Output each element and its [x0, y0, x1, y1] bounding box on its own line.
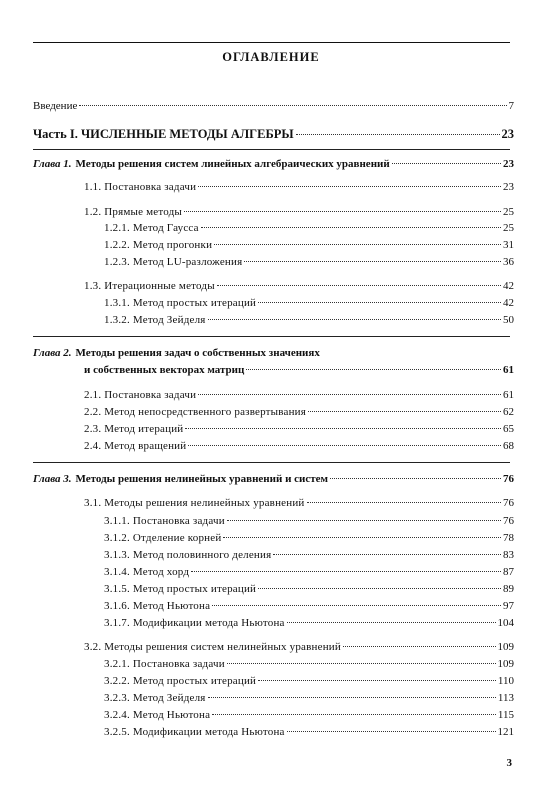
toc-entry[interactable] [104, 255, 514, 269]
entry-page: 110 [497, 675, 514, 687]
toc-entry-intro[interactable] [33, 99, 514, 113]
entry-page: 42 [503, 297, 514, 309]
dot-leader [201, 227, 501, 228]
entry-page: 78 [503, 532, 514, 544]
toc-entry[interactable] [104, 221, 514, 235]
entry-page: 76 [503, 497, 514, 509]
dot-leader [217, 285, 501, 286]
page-number: 3 [506, 757, 512, 769]
dot-leader [287, 731, 496, 732]
page-title: ОГЛАВЛЕНИЕ [222, 50, 320, 64]
toc-entry-chapter-1[interactable] [33, 157, 514, 171]
entry-title: 1.1. Постановка задачи [84, 181, 197, 193]
toc-entry[interactable] [84, 640, 514, 654]
entry-page: 121 [497, 726, 514, 738]
toc-entry[interactable] [104, 531, 514, 545]
entry-page: 76 [503, 515, 514, 527]
dot-leader [330, 478, 501, 479]
toc-entry[interactable] [104, 616, 514, 630]
dot-leader [188, 445, 501, 446]
toc-entry[interactable] [104, 548, 514, 562]
dot-leader [227, 663, 496, 664]
entry-page: 68 [503, 440, 514, 452]
entry-title: 3.2.1. Постановка задачи [104, 658, 225, 670]
toc-entry[interactable] [84, 422, 514, 436]
entry-page: 23 [503, 181, 514, 193]
dot-leader [184, 211, 501, 212]
entry-page: 109 [497, 641, 514, 653]
toc-entry[interactable] [104, 582, 514, 596]
entry-title: 1.2.2. Метод прогонки [104, 239, 213, 251]
dot-leader [223, 537, 501, 538]
section-divider [33, 462, 510, 463]
dot-leader [191, 571, 501, 572]
dot-leader [198, 186, 501, 187]
dot-leader [246, 369, 501, 370]
toc-entry[interactable] [104, 514, 514, 528]
entry-page: 109 [497, 658, 514, 670]
entry-page: 62 [503, 406, 514, 418]
dot-leader [308, 411, 501, 412]
dot-leader [343, 646, 496, 647]
entry-title: 3.1.5. Метод простых итераций [104, 583, 257, 595]
entry-title: Методы решения нелинейных уравнений и систем [75, 473, 329, 485]
entry-title: 2.4. Метод вращений [84, 440, 187, 452]
entry-page: 31 [503, 239, 514, 251]
entry-title: 3.2.3. Метод Зейделя [104, 692, 206, 704]
entry-title: 3.1.7. Модификации метода Ньютона [104, 617, 285, 629]
section-divider [33, 336, 510, 337]
chapter-label: Глава 3. [33, 473, 72, 485]
entry-title: 3.1.4. Метод хорд [104, 566, 190, 578]
dot-leader [198, 394, 501, 395]
entry-title: Методы решения систем линейных алгебраических уравнений [75, 158, 390, 170]
entry-title: 3.1.2. Отделение корней [104, 532, 222, 544]
entry-page: 23 [501, 127, 514, 141]
entry-title: 1.2. Прямые методы [84, 206, 183, 218]
entry-page: 25 [503, 206, 514, 218]
toc-entry[interactable] [104, 238, 514, 252]
entry-page: 7 [508, 100, 514, 112]
entry-title: 3.2.4. Метод Ньютона [104, 709, 211, 721]
entry-page: 36 [503, 256, 514, 268]
entry-title-line-2: и собственных векторах матриц [84, 364, 245, 376]
toc-entry[interactable] [84, 205, 514, 219]
entry-page: 89 [503, 583, 514, 595]
entry-page: 87 [503, 566, 514, 578]
dot-leader [212, 714, 496, 715]
chapter-label: Глава 2. [33, 347, 72, 359]
dot-leader [212, 605, 501, 606]
toc-entry[interactable] [84, 439, 514, 453]
dot-leader [79, 105, 506, 106]
entry-title: Введение [33, 100, 78, 112]
entry-title: 1.3. Итерационные методы [84, 280, 215, 292]
dot-leader [307, 502, 501, 503]
chapter-2-heading[interactable] [33, 346, 320, 360]
entry-title: 3.2. Методы решения систем нелинейных уравнений [84, 641, 341, 653]
dot-leader [208, 697, 496, 698]
toc-entry[interactable] [84, 388, 514, 402]
entry-title: 1.3.2. Метод Зейделя [104, 314, 206, 326]
dot-leader [244, 261, 501, 262]
toc-entry[interactable] [84, 180, 514, 194]
toc-entry[interactable] [104, 657, 514, 671]
entry-title: 3.1.6. Метод Ньютона [104, 600, 211, 612]
toc-entry[interactable] [104, 296, 514, 310]
entry-page: 61 [503, 389, 514, 401]
entry-title-line-1: Методы решения задач о собственных значениях [75, 347, 320, 359]
entry-title: 3.1.1. Постановка задачи [104, 515, 225, 527]
dot-leader [185, 428, 501, 429]
toc-entry-chapter-3[interactable] [33, 472, 514, 486]
entry-title: Часть I. ЧИСЛЕННЫЕ МЕТОДЫ АЛГЕБРЫ [33, 127, 294, 141]
entry-page: 50 [503, 314, 514, 326]
entry-page: 42 [503, 280, 514, 292]
toc-entry[interactable] [84, 405, 514, 419]
dot-leader [287, 622, 496, 623]
entry-title: 2.2. Метод непосредственного развертывания [84, 406, 307, 418]
entry-title: 3.2.5. Модификации метода Ньютона [104, 726, 285, 738]
entry-page: 115 [497, 709, 514, 721]
toc-entry[interactable] [104, 599, 514, 613]
toc-entry[interactable] [104, 674, 514, 688]
dot-leader [273, 554, 501, 555]
entry-title: 3.1.3. Метод половинного деления [104, 549, 272, 561]
entry-page: 83 [503, 549, 514, 561]
toc-entry[interactable] [104, 691, 514, 705]
dot-leader [258, 302, 501, 303]
entry-title: 1.2.3. Метод LU-разложения [104, 256, 243, 268]
entry-page: 104 [497, 617, 514, 629]
entry-title: 2.3. Метод итераций [84, 423, 184, 435]
toc-entry[interactable] [104, 708, 514, 722]
entry-title: 2.1. Постановка задачи [84, 389, 197, 401]
dot-leader [392, 163, 501, 164]
entry-title: 1.3.1. Метод простых итераций [104, 297, 257, 309]
entry-page: 76 [503, 473, 514, 485]
entry-page: 97 [503, 600, 514, 612]
dot-leader [258, 680, 496, 681]
dot-leader [258, 588, 501, 589]
toc-entry[interactable] [104, 565, 514, 579]
toc-entry[interactable] [104, 313, 514, 327]
section-divider [33, 149, 510, 150]
entry-page: 113 [497, 692, 514, 704]
entry-title: 1.2.1. Метод Гаусса [104, 222, 199, 234]
entry-page: 25 [503, 222, 514, 234]
entry-title: 3.1. Методы решения нелинейных уравнений [84, 497, 305, 509]
dot-leader [227, 520, 501, 521]
chapter-label: Глава 1. [33, 158, 72, 170]
toc-entry[interactable] [84, 496, 514, 510]
entry-page: 23 [503, 158, 514, 170]
top-rule [33, 42, 510, 43]
entry-page: 61 [503, 364, 514, 376]
dot-leader [296, 134, 500, 135]
entry-title: 3.2.2. Метод простых итераций [104, 675, 257, 687]
toc-entry-chapter-2[interactable] [84, 363, 514, 377]
entry-page: 65 [503, 423, 514, 435]
toc-entry-part-1[interactable] [33, 127, 514, 141]
toc-entry[interactable] [104, 725, 514, 739]
toc-entry[interactable] [84, 279, 514, 293]
dot-leader [214, 244, 501, 245]
dot-leader [208, 319, 501, 320]
